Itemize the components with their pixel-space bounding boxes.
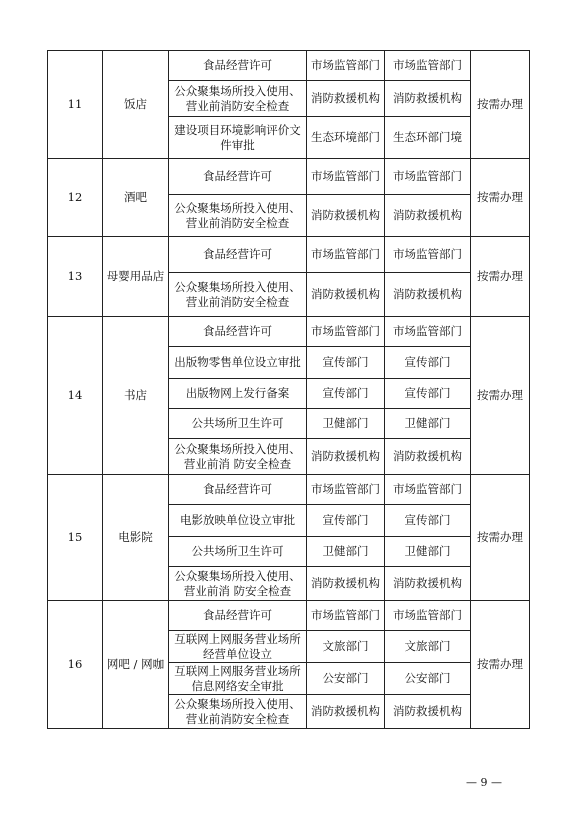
handling-method: 按需办理 (471, 159, 530, 237)
registration-table (47, 50, 530, 729)
approving-department: 消防救援机构 (385, 195, 471, 237)
handling-method: 按需办理 (471, 237, 530, 317)
responsible-department: 文旅部门 (307, 631, 385, 663)
table-row (48, 317, 530, 347)
permit-item: 互联网上网服务营业场所经营单位设立 (169, 631, 307, 663)
responsible-department: 市场监管部门 (307, 237, 385, 273)
responsible-department: 市场监管部门 (307, 475, 385, 505)
responsible-department: 市场监管部门 (307, 317, 385, 347)
handling-method: 按需办理 (471, 601, 530, 729)
approving-department: 宣传部门 (385, 379, 471, 409)
approving-department: 卫健部门 (385, 537, 471, 567)
permit-item: 食品经营许可 (169, 317, 307, 347)
permit-item: 公共场所卫生许可 (169, 409, 307, 439)
permit-item: 公众聚集场所投入使用、营业前消防安全检查 (169, 81, 307, 117)
responsible-department: 市场监管部门 (307, 601, 385, 631)
table-row (48, 159, 530, 195)
table-body (48, 51, 530, 729)
permit-item: 公众聚集场所投入使用、营业前消防安全检查 (169, 195, 307, 237)
responsible-department: 消防救援机构 (307, 567, 385, 601)
approving-department: 公安部门 (385, 663, 471, 695)
responsible-department: 卫健部门 (307, 537, 385, 567)
approving-department: 消防救援机构 (385, 273, 471, 317)
approving-department: 消防救援机构 (385, 695, 471, 729)
permit-item: 公众聚集场所投入使用、营业前消防安全检查 (169, 695, 307, 729)
permit-item: 建设项目环境影响评价文件审批 (169, 117, 307, 159)
venue-type: 书店 (103, 317, 169, 475)
venue-type: 酒吧 (103, 159, 169, 237)
page-number: — 9 — (466, 776, 502, 789)
handling-method: 按需办理 (471, 317, 530, 475)
approving-department: 市场监管部门 (385, 601, 471, 631)
row-number: 15 (48, 475, 103, 601)
approving-department: 市场监管部门 (385, 237, 471, 273)
approving-department: 卫健部门 (385, 409, 471, 439)
table-row (48, 237, 530, 273)
venue-type: 母婴用品店 (103, 237, 169, 317)
approving-department: 宣传部门 (385, 347, 471, 379)
responsible-department: 市场监管部门 (307, 51, 385, 81)
venue-type: 饭店 (103, 51, 169, 159)
responsible-department: 宣传部门 (307, 505, 385, 537)
approving-department: 市场监管部门 (385, 317, 471, 347)
table-row (48, 601, 530, 631)
approving-department: 消防救援机构 (385, 439, 471, 475)
permit-item: 公共场所卫生许可 (169, 537, 307, 567)
permit-item: 食品经营许可 (169, 601, 307, 631)
responsible-department: 公安部门 (307, 663, 385, 695)
approving-department: 文旅部门 (385, 631, 471, 663)
approving-department: 消防救援机构 (385, 567, 471, 601)
responsible-department: 消防救援机构 (307, 695, 385, 729)
approving-department: 市场监管部门 (385, 51, 471, 81)
table-row (48, 475, 530, 505)
approving-department: 市场监管部门 (385, 475, 471, 505)
row-number: 16 (48, 601, 103, 729)
permit-item: 食品经营许可 (169, 237, 307, 273)
permit-item: 公众聚集场所投入使用、营业前消 防安全检查 (169, 439, 307, 475)
responsible-department: 市场监管部门 (307, 159, 385, 195)
permit-item: 食品经营许可 (169, 159, 307, 195)
permit-item: 食品经营许可 (169, 475, 307, 505)
approving-department: 生态环部门境 (385, 117, 471, 159)
responsible-department: 消防救援机构 (307, 81, 385, 117)
permit-item: 出版物网上发行备案 (169, 379, 307, 409)
handling-method: 按需办理 (471, 51, 530, 159)
responsible-department: 宣传部门 (307, 379, 385, 409)
handling-method: 按需办理 (471, 475, 530, 601)
permit-item: 公众聚集场所投入使用、营业前消 防安全检查 (169, 567, 307, 601)
table-row (48, 51, 530, 81)
responsible-department: 消防救援机构 (307, 273, 385, 317)
row-number: 13 (48, 237, 103, 317)
permit-item: 出版物零售单位设立审批 (169, 347, 307, 379)
row-number: 14 (48, 317, 103, 475)
responsible-department: 生态环境部门 (307, 117, 385, 159)
permit-item: 电影放映单位设立审批 (169, 505, 307, 537)
approving-department: 宣传部门 (385, 505, 471, 537)
row-number: 12 (48, 159, 103, 237)
permit-item: 互联网上网服务营业场所信息网络安全审批 (169, 663, 307, 695)
approving-department: 市场监管部门 (385, 159, 471, 195)
row-number: 11 (48, 51, 103, 159)
approving-department: 消防救援机构 (385, 81, 471, 117)
venue-type: 电影院 (103, 475, 169, 601)
responsible-department: 消防救援机构 (307, 195, 385, 237)
responsible-department: 消防救援机构 (307, 439, 385, 475)
responsible-department: 卫健部门 (307, 409, 385, 439)
responsible-department: 宣传部门 (307, 347, 385, 379)
venue-type: 网吧 / 网咖 (103, 601, 169, 729)
permit-item: 食品经营许可 (169, 51, 307, 81)
permit-item: 公众聚集场所投入使用、营业前消防安全检查 (169, 273, 307, 317)
